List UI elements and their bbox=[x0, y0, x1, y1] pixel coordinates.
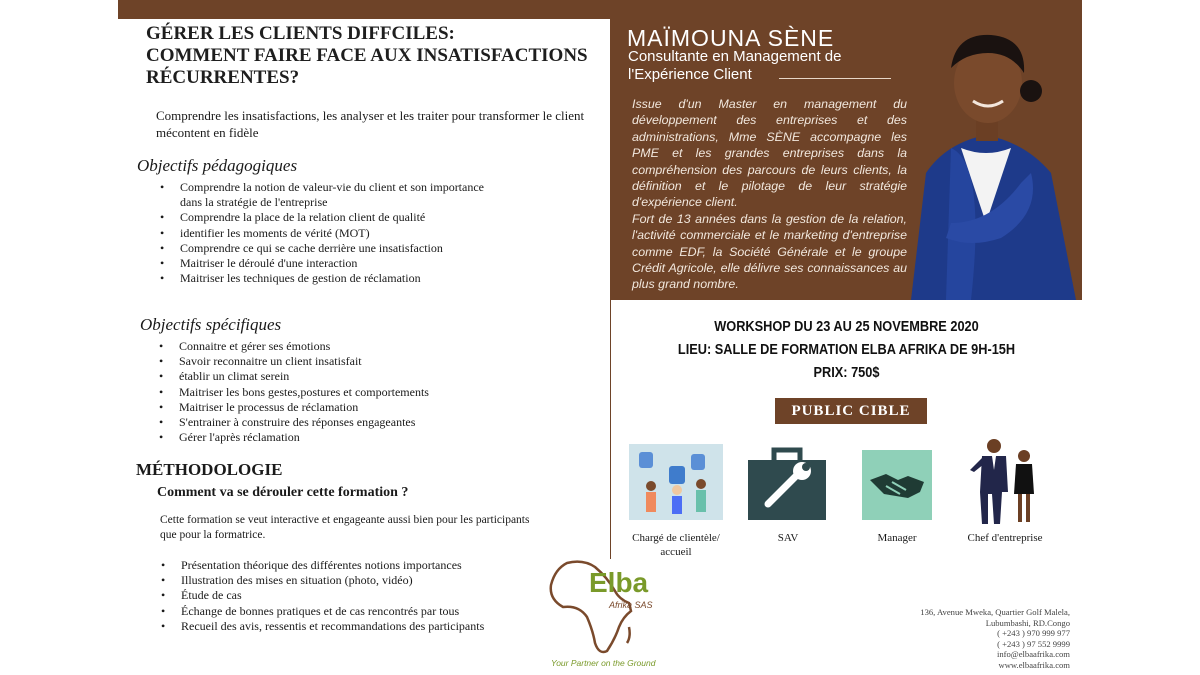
list-item: • Présentation théorique des différentes notions importances bbox=[159, 558, 559, 573]
email-line: info@elbaafrika.com bbox=[996, 649, 1070, 660]
list-item: • Gérer l'après réclamation bbox=[157, 430, 537, 445]
contact-block bbox=[880, 607, 1070, 671]
workshop-details bbox=[639, 316, 1053, 385]
list-item: • Échange de bonnes pratiques et de cas rencontrés par tous bbox=[159, 604, 559, 619]
list-item: • Maitriser les techniques de gestion de réclamation bbox=[158, 271, 498, 286]
audience-label-manager: Manager bbox=[877, 532, 917, 544]
elba-logo bbox=[545, 555, 675, 670]
list-item: • Étude de cas bbox=[159, 588, 559, 603]
program-column bbox=[118, 19, 610, 675]
thumbs-up-team-icon bbox=[629, 444, 723, 520]
title-line: GÉRER LES CLIENTS DIFFCILES: bbox=[146, 23, 455, 44]
objectifs-pedagogiques-list bbox=[158, 180, 498, 286]
list-item: • Connaitre et gérer ses émotions bbox=[157, 339, 537, 354]
methodologie-heading: MÉTHODOLOGIE bbox=[136, 460, 283, 479]
list-item: • Savoir reconnaitre un client insatisfait bbox=[157, 354, 537, 369]
list-item: • identifier les moments de vérité (MOT) bbox=[158, 226, 498, 241]
audience-label-chef: Chef d'entreprise bbox=[967, 532, 1043, 544]
logo-tagline: Your Partner on the Ground bbox=[551, 658, 656, 668]
methodologie-list bbox=[159, 558, 559, 634]
list-item: • établir un climat serein bbox=[157, 369, 537, 384]
public-cible-badge: PUBLIC CIBLE bbox=[775, 398, 927, 424]
business-couple-icon bbox=[966, 436, 1044, 524]
logo-sub: Afrika SAS bbox=[609, 600, 653, 610]
role-line: Consultante en Management de bbox=[628, 48, 842, 65]
intro-text: Comprendre les insatisfactions, les analyser et les traiter pour transformer le client mécontent en fidèle bbox=[156, 108, 585, 140]
list-item: • Maitriser le processus de réclamation bbox=[157, 400, 537, 415]
list-item: • Illustration des mises en situation (photo, vidéo) bbox=[159, 573, 559, 588]
methodologie-text: Cette formation se veut interactive et engageante aussi bien pour les participants que pour la formatrice. bbox=[160, 514, 530, 541]
handshake-icon bbox=[862, 450, 932, 520]
address-line: 136, Avenue Mweka, Quartier Golf Malela, bbox=[920, 607, 1070, 617]
list-item: • Recueil des avis, ressentis et recommandations des participants bbox=[159, 619, 559, 634]
phone-line: ( +243 ) 970 999 977 bbox=[997, 628, 1070, 639]
consultant-portrait bbox=[891, 23, 1082, 300]
page-title bbox=[146, 23, 606, 89]
top-brown-bar bbox=[118, 0, 1082, 19]
list-item: • Comprendre ce qui se cache derrière une insatisfaction bbox=[158, 241, 498, 256]
consultant-bio bbox=[632, 96, 907, 293]
workshop-dates: WORKSHOP DU 23 AU 25 NOVEMBRE 2020 bbox=[714, 319, 979, 335]
objectifs-pedagogiques-heading: Objectifs pédagogiques bbox=[137, 156, 298, 175]
list-item: • Comprendre la place de la relation client de qualité bbox=[158, 210, 498, 225]
audience-label-sav: SAV bbox=[777, 532, 799, 544]
title-line: RÉCURRENTES? bbox=[146, 67, 300, 88]
list-item: • Maitriser les bons gestes,postures et comportements bbox=[157, 385, 537, 400]
role-line: l'Expérience Client bbox=[628, 66, 752, 83]
consultant-panel bbox=[611, 19, 1082, 300]
phone-line: ( +243 ) 97 552 9999 bbox=[997, 638, 1070, 649]
objectifs-specifiques-list bbox=[157, 339, 537, 445]
toolbox-wrench-icon bbox=[748, 446, 826, 520]
title-line: COMMENT FAIRE FACE AUX INSATISFACTIONS bbox=[146, 45, 588, 66]
list-item: • Comprendre la notion de valeur-vie du client et son importance dans la stratégie de l'entreprise bbox=[158, 180, 498, 210]
objectifs-specifiques-heading: Objectifs spécifiques bbox=[140, 315, 282, 334]
website-line: www.elbaafrika.com bbox=[998, 659, 1070, 670]
address-line: Lubumbashi, RD.Congo bbox=[985, 617, 1070, 628]
workshop-location: LIEU: SALLE DE FORMATION ELBA AFRIKA DE 9H-15H bbox=[677, 342, 1016, 358]
logo-name: Elba bbox=[589, 567, 649, 598]
workshop-price: PRIX: 750$ bbox=[813, 365, 880, 381]
bio-paragraph: Fort de 13 années dans la gestion de la relation, l'activité commerciale et le marketing d'entreprise comme EDF, la Société Générale et le groupe Crédit Agricole, elle délivre ses connaissances au plus grand nombre. bbox=[632, 211, 907, 292]
list-item: • Maitriser le déroulé d'une interaction bbox=[158, 256, 498, 271]
list-item: • S'entrainer à construire des réponses engageantes bbox=[157, 415, 537, 430]
audience-label-charge: Chargé de clientèle/ accueil bbox=[632, 532, 720, 558]
consultant-name: MAÏMOUNA SÈNE bbox=[627, 25, 835, 51]
role-underline bbox=[779, 78, 891, 79]
methodologie-subheading: Comment va se dérouler cette formation ? bbox=[157, 485, 409, 500]
bio-paragraph: Issue d'un Master en management du développement des entreprises et des administrations, Mme SÈNE accompagne les PME et les grandes entreprises dans la compréhension des parcours de leurs clients, la définition et le pilotage de leur stratégie d'expérience client. bbox=[632, 97, 907, 210]
